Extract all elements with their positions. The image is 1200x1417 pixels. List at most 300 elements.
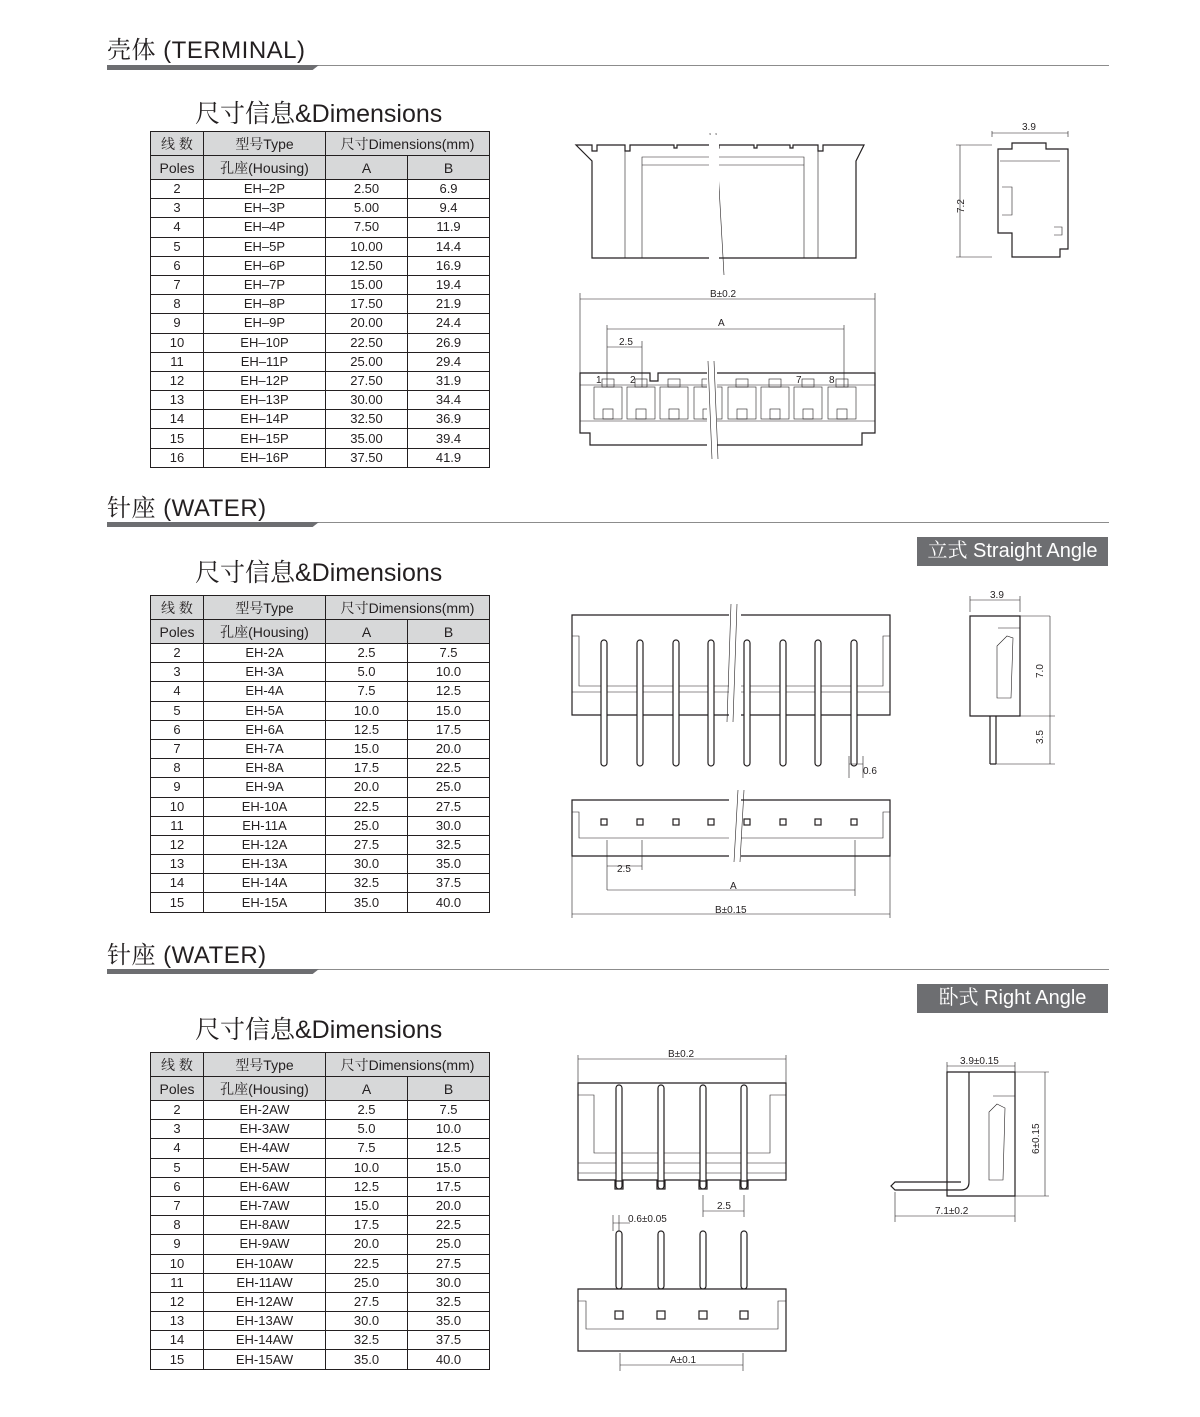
cell-a: 5.00 — [326, 199, 408, 218]
cell-b: 29.4 — [408, 352, 490, 371]
table-row — [151, 1196, 490, 1215]
pin — [673, 640, 679, 766]
cell-poles: 9 — [151, 778, 204, 797]
cell-type: EH-15AW — [204, 1350, 326, 1369]
cell-a: 30.00 — [326, 391, 408, 410]
cell-poles: 16 — [151, 448, 204, 467]
pin-label-2: 2 — [630, 375, 636, 386]
cell-type: EH–12P — [204, 371, 326, 390]
cell-b: 16.9 — [408, 256, 490, 275]
table-row — [151, 1254, 490, 1273]
cell-b: 37.5 — [408, 874, 490, 893]
cell-poles: 6 — [151, 1177, 204, 1196]
terminal-cell-tab — [836, 379, 848, 387]
cell-poles: 10 — [151, 333, 204, 352]
terminal-cell — [828, 387, 856, 419]
straight-pitch-dim: 2.5 — [617, 864, 631, 875]
cell-type: EH–15P — [204, 429, 326, 448]
cell-a: 32.50 — [326, 410, 408, 429]
cell-poles: 13 — [151, 391, 204, 410]
table-row — [151, 410, 490, 429]
cell-type: EH-11AW — [204, 1273, 326, 1292]
right-width-dim: 3.9±0.15 — [960, 1056, 999, 1067]
cell-poles: 8 — [151, 295, 204, 314]
table-row — [151, 295, 490, 314]
header-type: 型号Type — [204, 596, 326, 620]
table-row — [151, 333, 490, 352]
cell-poles: 4 — [151, 682, 204, 701]
cell-poles: 5 — [151, 701, 204, 720]
table-row — [151, 1139, 490, 1158]
table-row — [151, 701, 490, 720]
cell-a: 10.0 — [326, 701, 408, 720]
straight-pin-dim: 3.5 — [1035, 730, 1046, 744]
header-type: 型号Type — [204, 1053, 326, 1077]
cell-poles: 15 — [151, 1350, 204, 1369]
cell-poles: 3 — [151, 663, 204, 682]
cell-b: 20.0 — [408, 1196, 490, 1215]
straight-a-dim: A — [730, 881, 737, 892]
pin-hole — [815, 819, 821, 825]
terminal-cell-hole — [803, 409, 813, 419]
section-divider-accent — [107, 969, 319, 974]
cell-type: EH–3P — [204, 199, 326, 218]
terminal-cell-tab — [736, 379, 748, 387]
header-b: B — [408, 620, 490, 644]
pin — [658, 1231, 664, 1289]
cell-b: 20.0 — [408, 739, 490, 758]
cell-type: EH-11A — [204, 816, 326, 835]
pin-hole — [708, 819, 714, 825]
header-dimensions: 尺寸Dimensions(mm) — [326, 596, 490, 620]
cell-poles: 14 — [151, 874, 204, 893]
cell-poles: 11 — [151, 1273, 204, 1292]
cell-a: 30.0 — [326, 855, 408, 874]
terminal-cell-hole — [737, 409, 747, 419]
cell-a: 32.5 — [326, 874, 408, 893]
header-poles: Poles — [151, 1077, 204, 1101]
cell-b: 15.0 — [408, 701, 490, 720]
straight-header-front-drawing — [565, 600, 905, 925]
cell-a: 27.5 — [326, 1292, 408, 1311]
cell-poles: 9 — [151, 314, 204, 333]
header-a: A — [326, 156, 408, 180]
pin — [741, 1085, 747, 1189]
terminal-a-dim: A — [718, 318, 725, 329]
header-poles-cn: 线 数 — [151, 132, 204, 156]
cell-b: 14.4 — [408, 237, 490, 256]
pin — [616, 1085, 622, 1189]
cell-a: 25.0 — [326, 1273, 408, 1292]
cell-a: 15.0 — [326, 739, 408, 758]
right-pin-width-dim: 0.6±0.05 — [628, 1214, 667, 1225]
cell-b: 15.0 — [408, 1158, 490, 1177]
pin-label-1: 1 — [596, 375, 602, 386]
table-row — [151, 1273, 490, 1292]
cell-type: EH-2A — [204, 644, 326, 663]
cell-a: 12.5 — [326, 1177, 408, 1196]
table-row — [151, 682, 490, 701]
header-poles: Poles — [151, 156, 204, 180]
right-depth-dim: 7.1±0.2 — [935, 1206, 969, 1217]
cell-a: 5.0 — [326, 1120, 408, 1139]
terminal-cell-hole — [770, 409, 780, 419]
pin — [700, 1085, 706, 1189]
cell-a: 17.5 — [326, 759, 408, 778]
table-row — [151, 199, 490, 218]
terminal-cell-tab — [635, 379, 647, 387]
pin-hole — [615, 1311, 623, 1319]
header-housing: 孔座(Housing) — [204, 156, 326, 180]
right-b-dim: B±0.2 — [668, 1049, 695, 1060]
cell-a: 15.00 — [326, 275, 408, 294]
cell-b: 12.5 — [408, 682, 490, 701]
cell-poles: 12 — [151, 835, 204, 854]
cell-b: 17.5 — [408, 720, 490, 739]
pin — [815, 640, 821, 766]
cell-poles: 2 — [151, 180, 204, 199]
cell-poles: 10 — [151, 797, 204, 816]
cell-poles: 11 — [151, 352, 204, 371]
cell-poles: 3 — [151, 1120, 204, 1139]
cell-b: 32.5 — [408, 1292, 490, 1311]
table-row — [151, 1312, 490, 1331]
cell-type: EH–14P — [204, 410, 326, 429]
cell-b: 30.0 — [408, 1273, 490, 1292]
table-row — [151, 180, 490, 199]
cell-poles: 10 — [151, 1254, 204, 1273]
cell-b: 21.9 — [408, 295, 490, 314]
pin-hole — [851, 819, 857, 825]
section-title-water-straight: 针座 (WATER) — [107, 495, 267, 522]
cell-a: 20.0 — [326, 778, 408, 797]
pin — [601, 640, 607, 766]
pin — [744, 640, 750, 766]
terminal-cell-tab — [769, 379, 781, 387]
pin-hole — [657, 1311, 665, 1319]
cell-a: 17.5 — [326, 1216, 408, 1235]
terminal-cell-hole — [636, 409, 646, 419]
cell-poles: 6 — [151, 256, 204, 275]
header-housing: 孔座(Housing) — [204, 620, 326, 644]
cell-a: 2.5 — [326, 644, 408, 663]
pin-hole — [699, 1311, 707, 1319]
table-row — [151, 448, 490, 467]
straight-b-dim: B±0.15 — [715, 905, 747, 916]
pin — [616, 1231, 622, 1289]
cell-a: 10.00 — [326, 237, 408, 256]
pin-hole — [780, 819, 786, 825]
cell-b: 40.0 — [408, 893, 490, 912]
terminal-top-drawing — [570, 285, 890, 465]
cell-a: 37.50 — [326, 448, 408, 467]
table-row — [151, 893, 490, 912]
cell-b: 12.5 — [408, 1139, 490, 1158]
cell-poles: 2 — [151, 1101, 204, 1120]
cell-poles: 7 — [151, 275, 204, 294]
pin-hole — [744, 819, 750, 825]
table-row — [151, 720, 490, 739]
cell-poles: 14 — [151, 410, 204, 429]
header-a: A — [326, 620, 408, 644]
cell-type: EH–4P — [204, 218, 326, 237]
straight-header-side-drawing — [955, 588, 1065, 773]
table-row — [151, 256, 490, 275]
cell-poles: 3 — [151, 199, 204, 218]
table-row — [151, 1101, 490, 1120]
cell-b: 30.0 — [408, 816, 490, 835]
cell-a: 12.5 — [326, 720, 408, 739]
section-divider-accent — [107, 522, 319, 527]
pin — [851, 640, 857, 766]
table-row — [151, 778, 490, 797]
cell-b: 41.9 — [408, 448, 490, 467]
pin — [658, 1085, 664, 1189]
cell-b: 36.9 — [408, 410, 490, 429]
cell-type: EH-6A — [204, 720, 326, 739]
cell-b: 31.9 — [408, 371, 490, 390]
table-row — [151, 391, 490, 410]
cell-b: 17.5 — [408, 1177, 490, 1196]
pin-hole — [740, 1311, 748, 1319]
table-row — [151, 663, 490, 682]
cell-b: 34.4 — [408, 391, 490, 410]
terminal-cell — [594, 387, 622, 419]
cell-type: EH-7AW — [204, 1196, 326, 1215]
cell-type: EH–6P — [204, 256, 326, 275]
cell-type: EH-9A — [204, 778, 326, 797]
header-b: B — [408, 156, 490, 180]
pin-label-7: 7 — [796, 375, 802, 386]
cell-poles: 8 — [151, 1216, 204, 1235]
cell-a: 20.00 — [326, 314, 408, 333]
cell-a: 5.0 — [326, 663, 408, 682]
header-dimensions: 尺寸Dimensions(mm) — [326, 1053, 490, 1077]
terminal-cell-hole — [669, 409, 679, 419]
cell-poles: 7 — [151, 1196, 204, 1215]
cell-type: EH-8AW — [204, 1216, 326, 1235]
cell-type: EH–10P — [204, 333, 326, 352]
straight-height-dim: 7.0 — [1035, 664, 1046, 678]
header-poles: Poles — [151, 620, 204, 644]
cell-b: 37.5 — [408, 1331, 490, 1350]
cell-b: 6.9 — [408, 180, 490, 199]
cell-type: EH-14A — [204, 874, 326, 893]
cell-poles: 5 — [151, 1158, 204, 1177]
cell-a: 25.0 — [326, 816, 408, 835]
cell-b: 11.9 — [408, 218, 490, 237]
pin — [780, 640, 786, 766]
table-row — [151, 237, 490, 256]
straight-width-dim: 3.9 — [990, 590, 1004, 601]
cell-type: EH–8P — [204, 295, 326, 314]
cell-b: 10.0 — [408, 1120, 490, 1139]
cell-b: 39.4 — [408, 429, 490, 448]
cell-a: 10.0 — [326, 1158, 408, 1177]
dimensions-title: 尺寸信息&Dimensions — [195, 559, 443, 587]
terminal-side-drawing — [950, 115, 1090, 265]
pin — [741, 1231, 747, 1289]
terminal-b-dim: B±0.2 — [710, 289, 737, 300]
cell-poles: 8 — [151, 759, 204, 778]
cell-poles: 13 — [151, 855, 204, 874]
cell-a: 12.50 — [326, 256, 408, 275]
header-poles-cn: 线 数 — [151, 1053, 204, 1077]
cell-a: 35.00 — [326, 429, 408, 448]
pin — [708, 640, 714, 766]
cell-a: 17.50 — [326, 295, 408, 314]
cell-a: 25.00 — [326, 352, 408, 371]
table-row — [151, 835, 490, 854]
cell-a: 7.5 — [326, 1139, 408, 1158]
header-housing: 孔座(Housing) — [204, 1077, 326, 1101]
cell-b: 32.5 — [408, 835, 490, 854]
cell-poles: 2 — [151, 644, 204, 663]
pin-hole — [637, 819, 643, 825]
cell-type: EH-9AW — [204, 1235, 326, 1254]
cell-b: 27.5 — [408, 1254, 490, 1273]
cell-poles: 13 — [151, 1312, 204, 1331]
cell-poles: 4 — [151, 218, 204, 237]
section-divider-accent — [107, 65, 319, 70]
terminal-cell — [728, 387, 756, 419]
pin — [700, 1231, 706, 1289]
header-dimensions: 尺寸Dimensions(mm) — [326, 132, 490, 156]
cell-type: EH–11P — [204, 352, 326, 371]
terminal-cell-hole — [837, 409, 847, 419]
cell-b: 25.0 — [408, 778, 490, 797]
right-height-dim: 6±0.15 — [1031, 1123, 1042, 1154]
cell-poles: 14 — [151, 1331, 204, 1350]
cell-a: 35.0 — [326, 893, 408, 912]
terminal-height-dim: 7.2 — [956, 199, 967, 213]
cell-poles: 7 — [151, 739, 204, 758]
table-row — [151, 797, 490, 816]
cell-type: EH-10A — [204, 797, 326, 816]
cell-poles: 12 — [151, 371, 204, 390]
cell-poles: 6 — [151, 720, 204, 739]
section-title-water-right: 针座 (WATER) — [107, 942, 267, 969]
cell-type: EH–7P — [204, 275, 326, 294]
table-row — [151, 352, 490, 371]
cell-type: EH–2P — [204, 180, 326, 199]
cell-b: 35.0 — [408, 1312, 490, 1331]
table-row — [151, 855, 490, 874]
cell-a: 7.5 — [326, 682, 408, 701]
pin-hole — [601, 819, 607, 825]
cell-type: EH–13P — [204, 391, 326, 410]
straight-angle-dimensions-table — [150, 595, 490, 913]
cell-type: EH–16P — [204, 448, 326, 467]
cell-b: 22.5 — [408, 759, 490, 778]
cell-type: EH-5A — [204, 701, 326, 720]
cell-a: 35.0 — [326, 1350, 408, 1369]
table-row — [151, 1350, 490, 1369]
table-row — [151, 1158, 490, 1177]
pin-width-dim: 0.6 — [863, 766, 877, 777]
terminal-cell-tab — [802, 379, 814, 387]
pin-label-8: 8 — [829, 375, 835, 386]
dimensions-title: 尺寸信息&Dimensions — [195, 100, 443, 128]
table-row — [151, 1331, 490, 1350]
cell-type: EH-6AW — [204, 1177, 326, 1196]
cell-a: 32.5 — [326, 1331, 408, 1350]
right-angle-badge: 卧式 Right Angle — [917, 984, 1108, 1013]
table-row — [151, 874, 490, 893]
right-angle-drawings — [570, 1045, 800, 1385]
cell-type: EH-4A — [204, 682, 326, 701]
cell-type: EH-8A — [204, 759, 326, 778]
cell-b: 9.4 — [408, 199, 490, 218]
terminal-cell-hole — [603, 409, 613, 419]
cell-b: 35.0 — [408, 855, 490, 874]
cell-a: 22.5 — [326, 1254, 408, 1273]
cell-a: 15.0 — [326, 1196, 408, 1215]
cell-a: 27.50 — [326, 371, 408, 390]
cell-poles: 15 — [151, 429, 204, 448]
cell-b: 40.0 — [408, 1350, 490, 1369]
cell-a: 22.50 — [326, 333, 408, 352]
terminal-cell — [794, 387, 822, 419]
table-row — [151, 275, 490, 294]
table-row — [151, 1177, 490, 1196]
cell-type: EH-7A — [204, 739, 326, 758]
terminal-cell-tab — [602, 379, 614, 387]
cell-b: 19.4 — [408, 275, 490, 294]
cell-b: 7.5 — [408, 644, 490, 663]
table-row — [151, 218, 490, 237]
table-row — [151, 739, 490, 758]
cell-type: EH-12AW — [204, 1292, 326, 1311]
cell-type: EH-13AW — [204, 1312, 326, 1331]
dimensions-title: 尺寸信息&Dimensions — [195, 1016, 443, 1044]
cell-poles: 4 — [151, 1139, 204, 1158]
cell-type: EH-14AW — [204, 1331, 326, 1350]
cell-type: EH–5P — [204, 237, 326, 256]
cell-poles: 12 — [151, 1292, 204, 1311]
table-row — [151, 816, 490, 835]
right-angle-side-drawing — [885, 1050, 1065, 1225]
table-row — [151, 1216, 490, 1235]
right-pitch-dim: 2.5 — [717, 1201, 731, 1212]
cell-poles: 9 — [151, 1235, 204, 1254]
cell-b: 22.5 — [408, 1216, 490, 1235]
cell-b: 24.4 — [408, 314, 490, 333]
cell-type: EH-3AW — [204, 1120, 326, 1139]
terminal-width-dim: 3.9 — [1022, 122, 1036, 133]
terminal-cell — [761, 387, 789, 419]
cell-b: 7.5 — [408, 1101, 490, 1120]
cell-a: 20.0 — [326, 1235, 408, 1254]
terminal-cell-tab — [668, 379, 680, 387]
table-row — [151, 1235, 490, 1254]
cell-a: 2.5 — [326, 1101, 408, 1120]
cell-type: EH-4AW — [204, 1139, 326, 1158]
pin-hole — [673, 819, 679, 825]
right-angle-dimensions-table — [150, 1052, 490, 1370]
table-row — [151, 644, 490, 663]
cell-b: 27.5 — [408, 797, 490, 816]
cell-type: EH-10AW — [204, 1254, 326, 1273]
cell-poles: 11 — [151, 816, 204, 835]
section-title-terminal: 壳体 (TERMINAL) — [107, 37, 306, 64]
table-row — [151, 1120, 490, 1139]
table-row — [151, 314, 490, 333]
terminal-cell — [627, 387, 655, 419]
cell-poles: 15 — [151, 893, 204, 912]
header-b: B — [408, 1077, 490, 1101]
cell-type: EH-12A — [204, 835, 326, 854]
